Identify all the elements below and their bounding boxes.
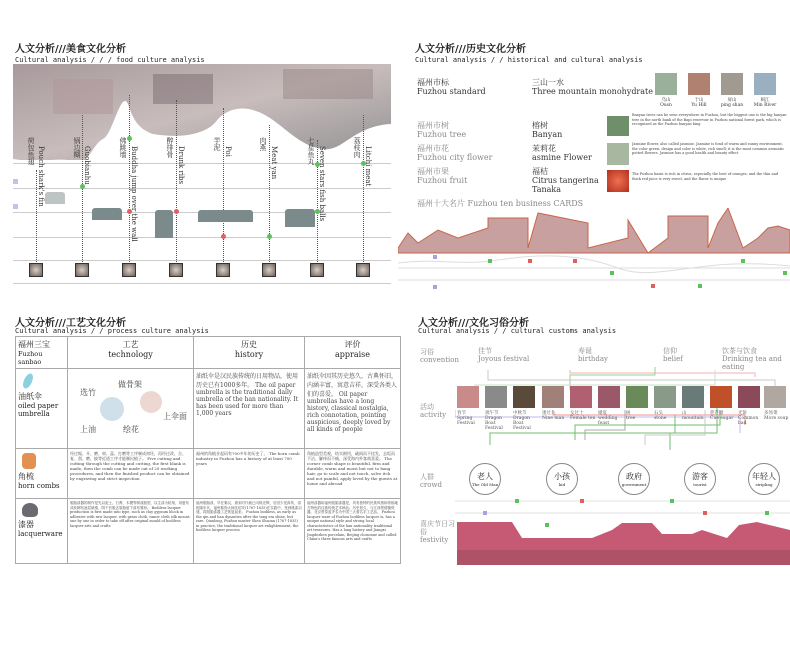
activity-label: 逢过九 Nine man: [542, 411, 565, 421]
food-name-en: Buddha jump over the wall: [130, 146, 138, 242]
place-name-cn: 于山: [694, 98, 704, 103]
place-name-cn: 屏山: [727, 98, 737, 103]
activity-label: 端午节 Dragon Boat Festival: [485, 411, 503, 431]
food-photo: [122, 263, 136, 277]
place-name-en: Yu Hill: [691, 103, 707, 108]
place-name-en: Ousn: [660, 103, 672, 108]
umbrella-icon: [21, 372, 35, 390]
row-label-en: convention: [420, 356, 460, 364]
row-label-en: crowd: [420, 481, 442, 489]
activity-label: 婚宴 wedding feast: [598, 411, 618, 426]
table-row: 油纸伞 oiled paper umbrella 选竹 做骨架 上油 绘花 上伞面 油纸伞是汉民族传统的日用物品，使用历史已有1000多年。 The oil paper umbrella is the traditional daily umbrella of the han nationality. It has been used for more than 1,000 years 油纸伞因其历史悠久，古典怀旧，内涵丰富，寓意吉祥，深受各类人们的喜爱。 Oil paper umbrellas have a long history, classical nostalgia, rich connotation, pointing auspicious, deeply loved by all kinds of people: [16, 369, 401, 449]
pedestrian-silhouettes: [92, 208, 122, 220]
standard-label-cn: 福州市标: [417, 78, 449, 87]
activity-photo: [682, 386, 704, 408]
process-title: 人文分析///工艺文化分析: [15, 318, 126, 329]
symbol-value-cn: 福桔: [532, 167, 548, 176]
pedestrian-silhouettes: [198, 210, 253, 222]
street-photo-strip: [13, 64, 391, 160]
col-header: 工艺 technology: [68, 337, 194, 369]
row-label-en: festivity: [420, 536, 449, 544]
activity-label: 山 mountain: [682, 411, 704, 421]
business-cards-skyline: [398, 208, 790, 292]
activity-label: 光饼 Common bad: [738, 411, 759, 426]
convention-en: birthday: [578, 355, 608, 363]
food-subtitle: Cultural analysis / / / food culture analysis: [15, 56, 205, 64]
activity-label: 女过十 Female ten: [570, 411, 596, 421]
food-name-en: Meat yan: [270, 146, 278, 180]
food-photo: [262, 263, 276, 277]
pedestrian-silhouettes: [155, 210, 173, 238]
place-name-cn: 闽江: [760, 98, 770, 103]
activity-photo: [764, 386, 786, 408]
col-header: 历史 history: [194, 337, 305, 369]
food-photo: [29, 263, 43, 277]
process-table: [15, 336, 401, 564]
activity-photo: [485, 386, 507, 408]
food-name-en: Seven stars fish balls: [318, 146, 326, 222]
convention-cn: 饮茶与饮食: [722, 347, 757, 355]
activity-photo: [654, 386, 676, 408]
food-photo: [216, 263, 230, 277]
convention-cn: 寿诞: [578, 347, 592, 355]
activity-photo: [598, 386, 620, 408]
symbol-label-en: Fuzhou fruit: [417, 176, 468, 185]
symbol-value-en: asmine Flower: [532, 153, 592, 162]
symbol-value-en: Banyan: [532, 130, 563, 139]
table-row: 漆器 lacquerware 脱胎漆器的制作是先以泥土、石膏、木模等制成胎型，以生漆为粘剂，用夏布或丝绸布逐层裱褙，阴干后脱去原胎留下漆布雏形。 Bodiless lacquer production is first made into type, such as clay gypsum block in adhesive with raw lacquer, with grass cloth, ramie cloth silk mount, one by one in order to take off after original mould of bodiless lacquer arts and crafts 福州脱胎漆，早在秦汉，唐宋时代就已闪烁光辉，后因少见真传，清乾隆年代，福州髹饰大师沈绍安(1767-1835)在实践中，受到桃漆启迪，将脱胎漆器工艺恢复起来。 Fuzhou bodiless, as early as the qin and han dynasties after the tang era shine, but rare. Qianlong, Fuzhou master Shen Shaoan (1767-1835) in practice, the traditional lacquer art enlightenment, the bodiless lacquer process 福州漆器和福州脱胎漆器是，具有独特的民族风格和浓郁地方特色的汉族传统艺术珍品。历史悠久，与江西景德镇瓷器、北京景泰蓝齐名为中国三大著名手工艺品。 Fuzhou lacquer ware of Fuzhou bodiless lacquer is, has a unique national style and strong local characteristics of the han nationality traditional art treasures. Has a long history and Jiangxi Jingdezhen porcelain, Beijing cloisonne and called China's three famous arts and crafts: [16, 499, 401, 564]
crowd-circle: 年轻人 stripling: [748, 463, 780, 495]
crowd-circle: 政府 government: [618, 463, 650, 495]
pedestrian-silhouettes: [285, 209, 315, 227]
activity-photo: [513, 386, 535, 408]
activity-label: 春节 Spring Festival: [457, 411, 475, 426]
crowd-circle: 老人 The Old Man: [469, 463, 501, 495]
activity-label: 中秋节 Dragon Boat Festival: [513, 411, 531, 431]
food-name-en: Poi: [224, 146, 232, 157]
food-photo: [310, 263, 324, 277]
symbol-value-en: Citrus tangerina Tanaka: [532, 176, 599, 194]
pedestrian-silhouettes: [45, 192, 65, 204]
activity-photo: [542, 386, 564, 408]
convention-en: belief: [663, 355, 683, 363]
food-name-cn: 佛跳墙: [119, 137, 127, 158]
food-photo: [75, 263, 89, 277]
jasmine-photo: [607, 143, 629, 165]
activity-photo: [570, 386, 592, 408]
table-row: 角梳 horn combs 经过锯、开、磨、車、蕊、打磨等工序制成初坯，再经过改、合、复、刮、磨、披等近道工序才能制出梳子。 Five cutting and cutting through the cutting and cutting, the first blank is made, then the comb can be made out of 20 working procedures, and then the finished product can be obtained by engraving and strict inspection 福州的角梳业起码有700多年的历史了。 The horn comb industry in Fuzhou has a history of at least 700 years 角梳造型美观，结实耐用，疏间而不挂发，去垢而不沾，解痒而不痛，深受海内外客商喜爱。 The corner comb shape is beautiful, firm and durable, warm and moist but not to hang hair, go to scale and not touch, solve itch and not painful, apply loved by the guests at home and abroad: [16, 449, 401, 499]
food-name-cn: 醉排骨: [166, 137, 174, 158]
food-photo: [356, 263, 370, 277]
crowd-circle: 小孩 kid: [546, 463, 578, 495]
activity-label: 树 tree: [626, 411, 636, 421]
symbol-label-cn: 福州市果: [417, 167, 449, 176]
customs-subtitle: Cultural analysis / / cultural customs analysis: [418, 327, 617, 335]
row-label-cn: 喜庆节日习俗: [420, 520, 455, 536]
activity-label: 蔗芹糖 Cue sugar: [710, 411, 734, 421]
banyan-photo: [607, 116, 629, 136]
activity-photo: [710, 386, 732, 408]
row-label-en: activity: [420, 411, 447, 419]
place-name-cn: 乌山: [661, 98, 671, 103]
food-name-en: Drunk ribs: [177, 146, 185, 185]
comb-icon: [22, 453, 36, 469]
food-title: 人文分析///美食文化分析: [15, 44, 126, 55]
convention-cn: 信仰: [663, 347, 677, 355]
symbol-description: Banyan trees can be seen everywhere in Fuzhou, but the biggest one is the big banyan tree in the north bank of the Bapi reservoir in Fuzhou national forest park, which is recognized as the Fuzhou banyan king: [632, 113, 787, 126]
activity-photo: [738, 386, 760, 408]
food-name-cn: 荷包鱼翅: [27, 137, 35, 165]
history-title: 人文分析///历史文化分析: [415, 44, 526, 55]
food-name-cn: 肉燕: [259, 137, 267, 151]
col-header: 福州三宝 Fuzhou sanbao: [16, 337, 68, 369]
citrus-photo: [607, 170, 629, 192]
customs-title: 人文分析///文化习俗分析: [418, 318, 529, 329]
row-label-cn: 习俗: [420, 348, 434, 356]
convention-en: Drinking tea and eating: [722, 355, 782, 371]
process-subtitle: Cultural analysis / / process culture analysis: [15, 327, 209, 335]
symbol-description: Jasmine flower, also called jasmine. Jasmine is fond of warm and sunny environment, the color green, design and color is white, rich smell; it is the most common aromatic potted flowers. Jasmine has a good health and beauty effect: [632, 142, 785, 155]
food-name-en: Litchi meat: [364, 146, 372, 187]
symbol-label-cn: 福州市花: [417, 144, 449, 153]
activity-label: 多汤菜 More soup: [764, 411, 789, 421]
symbol-value-cn: 榕树: [532, 121, 548, 130]
activity-label: 石头 stone: [654, 411, 667, 421]
umbrella-process-diagram: 选竹 做骨架 上油 绘花 上伞面: [68, 369, 194, 449]
symbol-label-cn: 福州市树: [417, 121, 449, 130]
standard-label-en: Fuzhou standard: [417, 87, 486, 96]
symbol-description: The Fuzhou basin is rich in citrus, especially the best of oranges, and the thin and thick red juice is very sweet, and the flavor is unique: [632, 172, 779, 181]
mountain-label-en: Three mountain monohydrate: [532, 87, 653, 96]
food-name-en: Guobianhu: [83, 146, 91, 185]
festivity-photo-strip: [457, 520, 790, 565]
symbol-value-cn: 茉莉花: [532, 144, 556, 153]
col-header: 评价 appraise: [305, 337, 401, 369]
food-name-cn: 锅边糊: [73, 137, 81, 158]
food-name-cn: 芋泥: [213, 137, 221, 151]
crowd-circle: 游客 tourist: [684, 463, 716, 495]
place-name-en: ping shan: [720, 103, 744, 108]
food-name-cn: 七星鱼丸: [307, 137, 315, 165]
activity-photo: [626, 386, 648, 408]
row-label-cn: 人群: [420, 473, 434, 481]
cards-label: 福州十大名片 Fuzhou ten business CARDS: [417, 199, 584, 208]
convention-en: Joyous festival: [478, 355, 530, 363]
food-name-cn: 荔枝肉: [353, 137, 361, 158]
food-photo: [169, 263, 183, 277]
food-name-en: Pouch shark's fin: [37, 146, 45, 207]
symbol-label-en: Fuzhou city flower: [417, 153, 493, 162]
symbol-label-en: Fuzhou tree: [417, 130, 467, 139]
mountain-label-cn: 三山一水: [532, 78, 564, 87]
row-label-cn: 活动: [420, 403, 434, 411]
lacquerware-icon: [22, 503, 38, 517]
place-name-en: Min River: [753, 103, 777, 108]
history-subtitle: Cultural analysis / / historical and cultural analysis: [415, 56, 643, 64]
convention-cn: 佳节: [478, 347, 492, 355]
activity-photo: [457, 386, 479, 408]
